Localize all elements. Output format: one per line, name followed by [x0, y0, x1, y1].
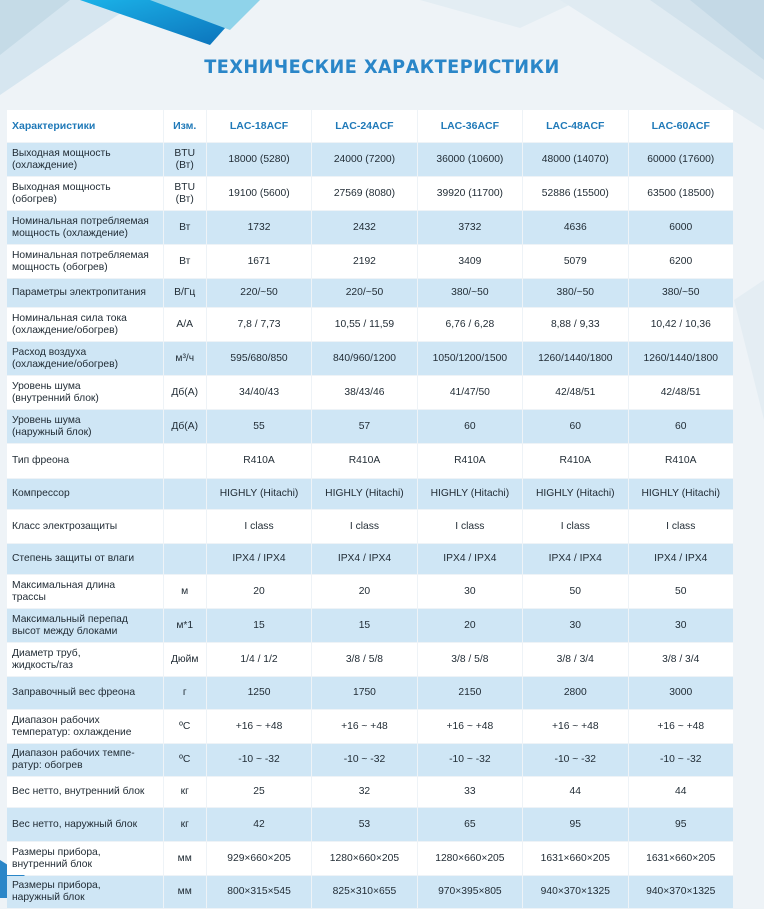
cell-value: 3/8 / 5/8 [312, 643, 416, 676]
cell-value: 20 [418, 609, 522, 642]
row-unit [164, 643, 206, 676]
row-label-line: Номинальная потребляемая [12, 249, 149, 261]
row-unit [164, 245, 206, 278]
cell-value: 825×310×655 [312, 876, 416, 908]
cell-value: 1631×660×205 [629, 842, 734, 875]
table-row [7, 710, 733, 743]
row-label-line: (наружный блок) [12, 426, 92, 438]
table-row [7, 245, 733, 278]
table-row [7, 575, 733, 608]
table-row [7, 510, 733, 543]
row-label-line: внутренний блок [12, 858, 93, 870]
cell-value: HIGHLY (Hitachi) [312, 479, 416, 509]
cell-value: 5079 [523, 245, 627, 278]
cell-value: 380/~50 [418, 279, 522, 307]
page-title: ТЕХНИЧЕСКИЕ ХАРАКТЕРИСТИКИ [204, 56, 560, 78]
row-label-line: Уровень шума [12, 414, 81, 426]
cell-value: HIGHLY (Hitachi) [523, 479, 627, 509]
row-label [7, 410, 163, 443]
table-row [7, 677, 733, 709]
cell-value: 39920 (11700) [418, 177, 522, 210]
cell-value: 2192 [312, 245, 416, 278]
cell-value: I class [312, 510, 416, 543]
row-label [7, 575, 163, 608]
row-label-line: Степень защиты от влаги [12, 553, 135, 564]
cell-value: 42 [207, 808, 311, 841]
cell-value: -10 ~ -32 [523, 744, 627, 776]
cell-value: 1750 [312, 677, 416, 709]
cell-value: 3000 [629, 677, 734, 709]
table-row [7, 410, 733, 443]
row-label-line: (охлаждение/обогрев) [12, 358, 119, 370]
header-model: LAC-24ACF [312, 110, 416, 142]
row-unit [164, 609, 206, 642]
cell-value: 1671 [207, 245, 311, 278]
cell-value: +16 ~ +48 [629, 710, 734, 743]
row-label [7, 479, 163, 509]
cell-value: 380/~50 [629, 279, 734, 307]
cell-value: 1280×660×205 [312, 842, 416, 875]
table-row [7, 609, 733, 642]
cell-value: I class [418, 510, 522, 543]
table-row [7, 842, 733, 875]
row-unit [164, 544, 206, 574]
cell-value: HIGHLY (Hitachi) [418, 479, 522, 509]
cell-value: 940×370×1325 [629, 876, 734, 908]
row-label [7, 342, 163, 375]
cell-value: 7,8 / 7,73 [207, 308, 311, 341]
cell-value: +16 ~ +48 [207, 710, 311, 743]
cell-value: 3/8 / 3/4 [523, 643, 627, 676]
cell-value: 27569 (8080) [312, 177, 416, 210]
row-label-line: жидкость/газ [12, 659, 73, 671]
row-label-line: температур: охлаждение [12, 726, 132, 738]
row-unit-line: Вт [179, 221, 191, 233]
row-unit-line: кг [180, 818, 189, 830]
table-row [7, 444, 733, 478]
table-row [7, 376, 733, 409]
cell-value: 41/47/50 [418, 376, 522, 409]
cell-value: 44 [629, 777, 734, 807]
cell-value: I class [523, 510, 627, 543]
row-unit [164, 342, 206, 375]
row-unit [164, 777, 206, 807]
cell-value: 15 [207, 609, 311, 642]
table-row [7, 479, 733, 509]
cell-value: 929×660×205 [207, 842, 311, 875]
table-row [7, 744, 733, 776]
cell-value: 1/4 / 1/2 [207, 643, 311, 676]
row-unit [164, 575, 206, 608]
cell-value: 15 [312, 609, 416, 642]
row-label [7, 876, 163, 908]
row-label [7, 808, 163, 841]
row-label-line: Диапазон рабочих темпе- [12, 748, 135, 759]
row-label-line: Уровень шума [12, 380, 81, 392]
row-unit-line: м [181, 585, 189, 597]
row-unit-line: кг [180, 786, 189, 797]
cell-value: 55 [207, 410, 311, 443]
cell-value: I class [629, 510, 734, 543]
cell-value: 595/680/850 [207, 342, 311, 375]
cell-value: I class [207, 510, 311, 543]
cell-value: 1050/1200/1500 [418, 342, 522, 375]
row-unit [164, 177, 206, 210]
row-label-line: Размеры прибора, [12, 846, 101, 858]
row-unit [164, 876, 206, 908]
cell-value: 60 [523, 410, 627, 443]
cell-value: 6200 [629, 245, 734, 278]
cell-value: 95 [523, 808, 627, 841]
row-label-line: Тип фреона [12, 455, 70, 466]
header-model: LAC-36ACF [418, 110, 522, 142]
row-label-line: Параметры электропитания [12, 287, 146, 298]
cell-value: 33 [418, 777, 522, 807]
row-unit-line: мм [177, 852, 192, 864]
table-row [7, 143, 733, 176]
cell-value: 34/40/43 [207, 376, 311, 409]
row-unit [164, 842, 206, 875]
row-unit [164, 808, 206, 841]
cell-value: 19100 (5600) [207, 177, 311, 210]
table-row [7, 876, 733, 908]
cell-value: 24000 (7200) [312, 143, 416, 176]
cell-value: 63500 (18500) [629, 177, 734, 210]
cell-value: R410A [523, 444, 627, 478]
table-header-row [7, 110, 733, 142]
row-label-line: высот между блоками [12, 625, 118, 637]
row-unit [164, 211, 206, 244]
cell-value: -10 ~ -32 [312, 744, 416, 776]
row-label-line: Максимальная длина [12, 579, 116, 591]
cell-value: 10,42 / 10,36 [629, 308, 734, 341]
cell-value: 20 [312, 575, 416, 608]
cell-value: 53 [312, 808, 416, 841]
cell-value: 30 [418, 575, 522, 608]
row-label-line: Расход воздуха [12, 346, 87, 358]
cell-value: 3/8 / 3/4 [629, 643, 734, 676]
cell-value: 30 [523, 609, 627, 642]
cell-value: -10 ~ -32 [418, 744, 522, 776]
cell-value: 6,76 / 6,28 [418, 308, 522, 341]
row-label-line: Максимальный перепад [12, 613, 128, 625]
cell-value: -10 ~ -32 [207, 744, 311, 776]
row-label [7, 544, 163, 574]
row-label-line: мощность (охлаждение) [12, 227, 128, 239]
row-label-line: Номинальная потребляемая [12, 215, 149, 227]
row-label [7, 211, 163, 244]
cell-value: HIGHLY (Hitachi) [629, 479, 734, 509]
cell-value: R410A [418, 444, 522, 478]
row-unit [164, 308, 206, 341]
row-label-line: мощность (обогрев) [12, 261, 108, 273]
row-unit [164, 710, 206, 743]
cell-value: 25 [207, 777, 311, 807]
cell-value: 1260/1440/1800 [629, 342, 734, 375]
cell-value: +16 ~ +48 [312, 710, 416, 743]
row-label-line: Компрессор [12, 488, 70, 499]
cell-value: 380/~50 [523, 279, 627, 307]
row-unit-line: (Вт) [175, 193, 194, 205]
cell-value: 65 [418, 808, 522, 841]
cell-value: 3732 [418, 211, 522, 244]
cell-value: R410A [629, 444, 734, 478]
table-row [7, 808, 733, 841]
row-label [7, 609, 163, 642]
cell-value: 10,55 / 11,59 [312, 308, 416, 341]
table-row [7, 342, 733, 375]
table-row [7, 777, 733, 807]
cell-value: 1732 [207, 211, 311, 244]
table-row [7, 643, 733, 676]
cell-value: 38/43/46 [312, 376, 416, 409]
row-label-line: наружный блок [12, 892, 85, 903]
row-unit-line: ºС [179, 754, 191, 765]
row-unit-line: BTU [174, 181, 196, 193]
cell-value: 50 [523, 575, 627, 608]
cell-value: 1250 [207, 677, 311, 709]
table-row [7, 544, 733, 574]
row-label [7, 308, 163, 341]
row-label-line: Вес нетто, внутренний блок [12, 786, 145, 797]
row-label [7, 510, 163, 543]
cell-value: 50 [629, 575, 734, 608]
row-unit-line: BTU [174, 147, 196, 159]
row-label-line: Диапазон рабочих [12, 714, 100, 726]
cell-value: 42/48/51 [629, 376, 734, 409]
row-label-line: ратур: обогрев [12, 760, 83, 771]
row-label [7, 444, 163, 478]
row-unit-line: А/А [176, 318, 194, 330]
cell-value: 1280×660×205 [418, 842, 522, 875]
row-label-line: трассы [12, 591, 46, 603]
cell-value: R410A [312, 444, 416, 478]
row-label-line: Вес нетто, наружный блок [12, 818, 138, 830]
cell-value: 36000 (10600) [418, 143, 522, 176]
cell-value: 8,88 / 9,33 [523, 308, 627, 341]
table-body [7, 143, 733, 908]
cell-value: 52886 (15500) [523, 177, 627, 210]
row-unit [164, 510, 206, 543]
header-unit: Изм. [164, 110, 206, 142]
row-unit [164, 677, 206, 709]
cell-value: 48000 (14070) [523, 143, 627, 176]
spec-table [6, 109, 734, 909]
cell-value: 840/960/1200 [312, 342, 416, 375]
row-label [7, 677, 163, 709]
row-unit-line: м³/ч [175, 352, 195, 364]
row-unit [164, 279, 206, 307]
cell-value: -10 ~ -32 [629, 744, 734, 776]
cell-value: 220/~50 [312, 279, 416, 307]
cell-value: 2800 [523, 677, 627, 709]
row-label [7, 177, 163, 210]
row-label [7, 744, 163, 776]
row-label-line: Класс электрозащиты [12, 520, 118, 532]
row-label [7, 376, 163, 409]
header-characteristics: Характеристики [7, 110, 163, 142]
cell-value: 220/~50 [207, 279, 311, 307]
row-label [7, 245, 163, 278]
row-unit [164, 479, 206, 509]
cell-value: 18000 (5280) [207, 143, 311, 176]
row-unit-line: (Вт) [175, 159, 194, 171]
row-unit [164, 410, 206, 443]
row-label [7, 842, 163, 875]
header-model: LAC-48ACF [523, 110, 627, 142]
table-row [7, 308, 733, 341]
cell-value: 60 [629, 410, 734, 443]
cell-value: IPX4 / IPX4 [418, 544, 522, 574]
row-label-line: (охлаждение) [12, 159, 78, 171]
row-unit [164, 376, 206, 409]
cell-value: 1631×660×205 [523, 842, 627, 875]
row-unit-line: Дюйм [170, 653, 199, 665]
header-model: LAC-18ACF [207, 110, 311, 142]
header-model: LAC-60ACF [629, 110, 734, 142]
cell-value: 800×315×545 [207, 876, 311, 908]
cell-value: 60 [418, 410, 522, 443]
row-label-line: Заправочный вес фреона [12, 687, 136, 698]
cell-value: 970×395×805 [418, 876, 522, 908]
cell-value: +16 ~ +48 [523, 710, 627, 743]
row-unit-line: г [182, 687, 187, 698]
row-label-line: Размеры прибора, [12, 880, 101, 891]
row-label [7, 643, 163, 676]
cell-value: 6000 [629, 211, 734, 244]
table-row [7, 211, 733, 244]
cell-value: 95 [629, 808, 734, 841]
row-label [7, 143, 163, 176]
cell-value: 30 [629, 609, 734, 642]
row-unit [164, 444, 206, 478]
row-unit [164, 744, 206, 776]
cell-value: 2150 [418, 677, 522, 709]
table-row [7, 177, 733, 210]
row-label [7, 710, 163, 743]
row-label-line: (внутренний блок) [12, 392, 99, 404]
cell-value: IPX4 / IPX4 [629, 544, 734, 574]
row-unit-line: Дб(А) [171, 420, 199, 432]
cell-value: IPX4 / IPX4 [523, 544, 627, 574]
cell-value: 32 [312, 777, 416, 807]
cell-value: 20 [207, 575, 311, 608]
row-unit-line: Дб(А) [171, 386, 199, 398]
table-row [7, 279, 733, 307]
cell-value: +16 ~ +48 [418, 710, 522, 743]
cell-value: R410A [207, 444, 311, 478]
cell-value: HIGHLY (Hitachi) [207, 479, 311, 509]
row-unit-line: м*1 [176, 619, 194, 631]
row-label-line: Диаметр труб, [12, 647, 81, 659]
row-label-line: Номинальная сила тока [12, 312, 127, 324]
row-label-line: Выходная мощность [12, 181, 111, 193]
cell-value: 44 [523, 777, 627, 807]
cell-value: 4636 [523, 211, 627, 244]
row-unit-line: мм [177, 886, 192, 897]
row-unit [164, 143, 206, 176]
row-unit-line: В/Гц [174, 287, 196, 298]
row-label [7, 279, 163, 307]
row-label-line: Выходная мощность [12, 147, 111, 159]
cell-value: IPX4 / IPX4 [207, 544, 311, 574]
cell-value: 940×370×1325 [523, 876, 627, 908]
cell-value: 3409 [418, 245, 522, 278]
cell-value: 1260/1440/1800 [523, 342, 627, 375]
cell-value: 60000 (17600) [629, 143, 734, 176]
cell-value: 57 [312, 410, 416, 443]
cell-value: 42/48/51 [523, 376, 627, 409]
cell-value: 2432 [312, 211, 416, 244]
cell-value: IPX4 / IPX4 [312, 544, 416, 574]
cell-value: 3/8 / 5/8 [418, 643, 522, 676]
row-label [7, 777, 163, 807]
row-unit-line: Вт [179, 255, 191, 267]
row-unit-line: ºС [179, 720, 191, 732]
row-label-line: (обогрев) [12, 193, 57, 205]
row-label-line: (охлаждение/обогрев) [12, 324, 119, 336]
